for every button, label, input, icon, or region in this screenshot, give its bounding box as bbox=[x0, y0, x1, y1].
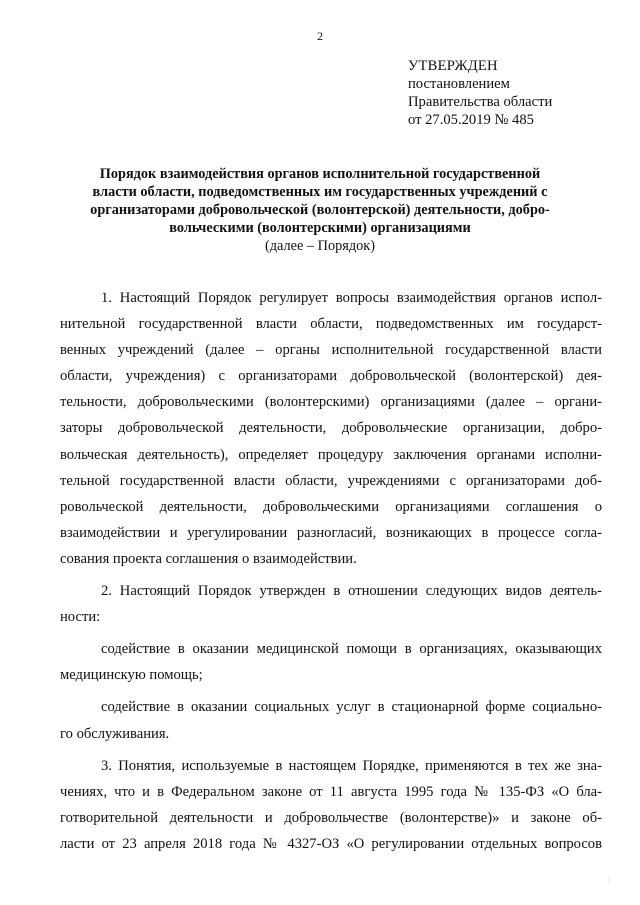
text-line: ровольческой деятельности, добровольческими организациями соглашения о bbox=[60, 498, 602, 515]
document-body bbox=[60, 285, 602, 857]
text-line: ности: bbox=[60, 609, 101, 626]
text-line: готворительной деятельности и добровольчестве (волонтерстве)» и законе об- bbox=[60, 809, 602, 826]
approval-heading: УТВЕРЖДЕН bbox=[408, 58, 498, 74]
text-line: 2. Настоящий Порядок утвержден в отношении следующих видов деятель- bbox=[101, 583, 602, 600]
text-line: тельной государственной власти области, учреждениями с организаторами доб- bbox=[60, 472, 602, 489]
text-line: содействие в оказании медицинской помощи в организациях, оказывающих bbox=[101, 641, 602, 658]
approval-line: Правительства области bbox=[408, 94, 553, 110]
text-line: области, учреждения) с организаторами добровольческой (волонтерской) дея- bbox=[60, 368, 602, 385]
text-line: тельности, добровольческими (волонтерскими) организациями (далее – органи- bbox=[60, 394, 602, 411]
document-title bbox=[90, 165, 550, 255]
approval-line: постановлением bbox=[408, 76, 510, 92]
page-number: 2 bbox=[317, 29, 323, 43]
title-line: вольческими (волонтерскими) организациями bbox=[169, 220, 471, 236]
text-line: медицинскую помощь; bbox=[60, 667, 203, 684]
title-line: власти области, подведомственных им государственных учреждений с bbox=[92, 184, 548, 200]
approval-stamp bbox=[408, 57, 618, 129]
text-line: ласти от 23 апреля 2018 года № 4327-ОЗ «О регулировании отдельных вопросов bbox=[60, 835, 602, 852]
text-line: вольческая деятельность), определяет процедуру заключения органами исполни- bbox=[60, 446, 602, 463]
text-line: содействие в оказании социальных услуг в стационарной форме социально- bbox=[101, 699, 602, 716]
text-line: заторы добровольческой деятельности, добровольческие организации, добро- bbox=[60, 420, 602, 437]
scan-mark: · bbox=[607, 876, 610, 885]
text-line: сования проекта соглашения о взаимодействии. bbox=[60, 550, 357, 567]
title-line: организаторами добровольческой (волонтерской) деятельности, добро- bbox=[90, 202, 550, 218]
text-line: взаимодействии и урегулировании разногласий, возникающих в процессе согла- bbox=[60, 524, 602, 541]
text-line: 3. Понятия, используемые в настоящем Порядке, применяются в тех же зна- bbox=[101, 757, 602, 774]
title-subtitle: (далее – Порядок) bbox=[265, 238, 375, 254]
text-line: чениях, что и в Федеральном законе от 11 августа 1995 года № 135-ФЗ «О бла- bbox=[60, 783, 602, 800]
approval-date-number: от 27.05.2019 № 485 bbox=[408, 112, 534, 128]
text-line: 1. Настоящий Порядок регулирует вопросы взаимодействия органов испол- bbox=[101, 290, 602, 306]
title-line: Порядок взаимодействия органов исполнительной государственной bbox=[99, 166, 541, 182]
text-line: венных учреждений (далее – органы исполнительной государственной власти bbox=[60, 342, 602, 359]
text-line: нительной государственной власти области, подведомственных им государст- bbox=[60, 316, 602, 333]
text-line: го обслуживания. bbox=[60, 725, 170, 742]
